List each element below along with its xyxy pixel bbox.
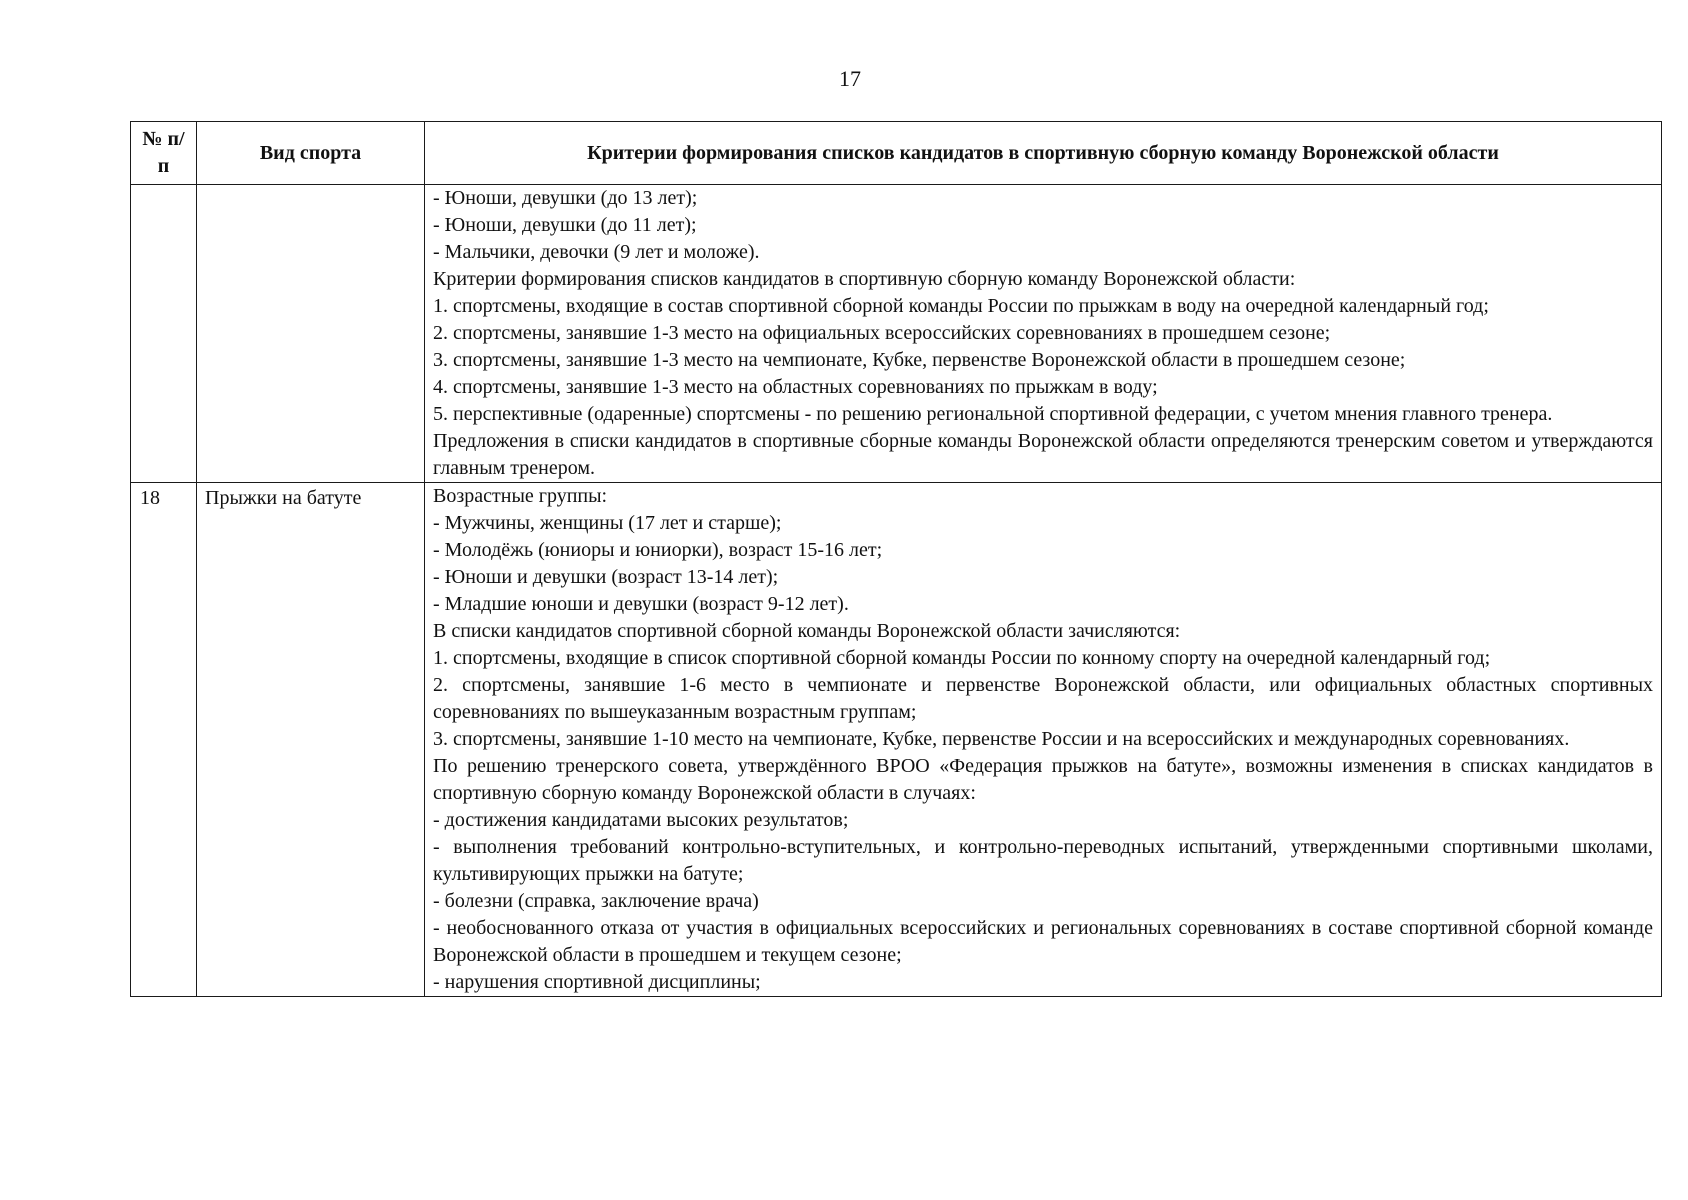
- criteria-cell: [425, 483, 1662, 997]
- table-row: [131, 483, 1662, 997]
- sport-name: Прыжки на батуте: [197, 483, 425, 997]
- page-number: 17: [839, 66, 861, 91]
- criteria-line: - выполнения требований контрольно-вступительных, и контрольно-переводных испытаний, утвержденными спортивными школами, культивирующих прыжки на батуте;: [433, 836, 1653, 885]
- table-row: [131, 185, 1662, 483]
- table-body: [131, 185, 1662, 997]
- row-number: [131, 185, 197, 483]
- criteria-line: - Мужчины, женщины (17 лет и старше);: [433, 512, 782, 534]
- criteria-cell: [425, 185, 1662, 483]
- header-sport: Вид спорта: [197, 122, 425, 185]
- header-row: [131, 122, 1662, 185]
- criteria-line: - достижения кандидатами высоких результатов;: [433, 809, 849, 831]
- criteria-line: В списки кандидатов спортивной сборной команды Воронежской области зачисляются:: [433, 620, 1181, 642]
- criteria-line: 1. спортсмены, входящие в состав спортивной сборной команды России по прыжкам в воду на очередной календарный год;: [433, 295, 1489, 317]
- criteria-line: Критерии формирования списков кандидатов в спортивную сборную команду Воронежской области:: [433, 268, 1296, 290]
- criteria-line: По решению тренерского совета, утверждённого ВРОО «Федерация прыжков на батуте», возможны изменения в списках кандидатов в спортивную сборную команду Воронежской области в случаях:: [433, 755, 1653, 804]
- criteria-line: - необоснованного отказа от участия в официальных всероссийских и региональных соревнованиях в составе спортивной сборной команде Воронежской области в прошедшем и текущем сезоне;: [433, 917, 1653, 966]
- criteria-line: - Юноши и девушки (возраст 13-14 лет);: [433, 566, 779, 588]
- criteria-line: 2. спортсмены, занявшие 1-6 место в чемпионате и первенстве Воронежской области, или официальных областных спортивных соревнованиях по вышеуказанным возрастным группам;: [433, 674, 1653, 723]
- row-number: 18: [131, 483, 197, 997]
- criteria-line: Предложения в списки кандидатов в спортивные сборные команды Воронежской области определяются тренерским советом и утверждаются главным тренером.: [433, 430, 1653, 479]
- criteria-line: 5. перспективные (одаренные) спортсмены - по решению региональной спортивной федерации, с учетом мнения главного тренера.: [433, 403, 1553, 425]
- criteria-line: 3. спортсмены, занявшие 1-10 место на чемпионате, Кубке, первенстве России и на всероссийских и международных соревнованиях.: [433, 728, 1570, 750]
- criteria-line: - Мальчики, девочки (9 лет и моложе).: [433, 241, 760, 263]
- header-number: № п/п: [131, 122, 197, 185]
- table-header: [131, 122, 1662, 185]
- criteria-line: - болезни (справка, заключение врача): [433, 890, 759, 912]
- criteria-line: 1. спортсмены, входящие в список спортивной сборной команды России по конному спорту на очередной календарный год;: [433, 647, 1491, 669]
- criteria-line: - Юноши, девушки (до 11 лет);: [433, 214, 697, 236]
- criteria-line: - Младшие юноши и девушки (возраст 9-12 лет).: [433, 593, 849, 615]
- criteria-line: - Молодёжь (юниоры и юниорки), возраст 15-16 лет;: [433, 539, 883, 561]
- criteria-line: 3. спортсмены, занявшие 1-3 место на чемпионате, Кубке, первенстве Воронежской области в прошедшем сезоне;: [433, 349, 1406, 371]
- criteria-line: - Юноши, девушки (до 13 лет);: [433, 187, 698, 209]
- sport-name: [197, 185, 425, 483]
- criteria-line: 2. спортсмены, занявшие 1-3 место на официальных всероссийских соревнованиях в прошедшем сезоне;: [433, 322, 1331, 344]
- header-criteria: Критерии формирования списков кандидатов в спортивную сборную команду Воронежской области: [425, 122, 1662, 185]
- criteria-table: [130, 121, 1662, 997]
- criteria-line: - нарушения спортивной дисциплины;: [433, 971, 761, 993]
- criteria-line: 4. спортсмены, занявшие 1-3 место на областных соревнованиях по прыжкам в воду;: [433, 376, 1158, 398]
- criteria-line: Возрастные группы:: [433, 485, 608, 507]
